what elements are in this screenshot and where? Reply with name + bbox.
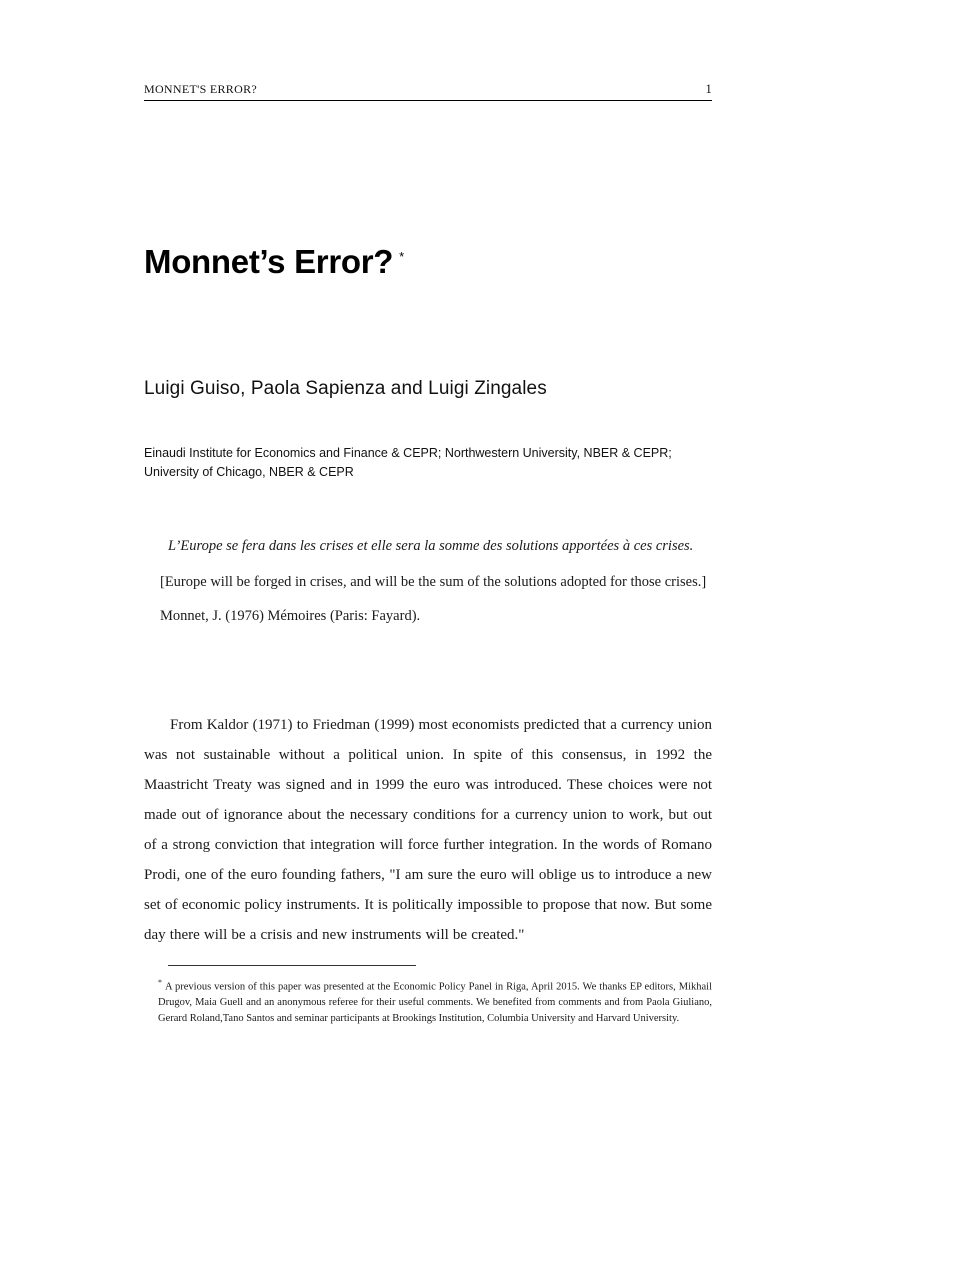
footnote-text: A previous version of this paper was presented at the Economic Policy Panel in Riga, April 2015. We thanks EP editors, Mikhail Drugov, Maia Guell and an anonymous referee for their useful comments. We benefited from comments and from Paola Giuliano, Gerard Roland,Tano Santos and seminar participants at Brookings Institution, Columbia University and Harvard University.	[158, 981, 712, 1024]
epigraph-block	[144, 534, 712, 629]
running-head-title: MONNET'S ERROR?	[144, 82, 257, 96]
page-title	[144, 244, 404, 280]
footnote-divider	[168, 965, 416, 966]
footnote	[158, 977, 712, 1027]
title-footnote-marker: *	[399, 249, 404, 265]
header-divider	[144, 100, 712, 101]
epigraph-translation: [Europe will be forged in crises, and will be the sum of the solutions adopted for those crises.]	[160, 574, 707, 591]
author-list: Luigi Guiso, Paola Sapienza and Luigi Zingales	[144, 378, 547, 399]
page-number: 1	[705, 82, 712, 96]
paper-title-text: Monnet’s Error?	[144, 243, 394, 281]
footnote-marker: *	[158, 978, 162, 987]
epigraph-source: Monnet, J. (1976) Mémoires (Paris: Fayard).	[160, 608, 421, 625]
affiliations: Einaudi Institute for Economics and Finance & CEPR; Northwestern University, NBER & CEPR; University of Chicago, NBER & CEPR	[144, 446, 672, 480]
epigraph-original: L’Europe se fera dans les crises et elle sera la somme des solutions apportées à ces crises.	[168, 538, 694, 554]
running-head	[144, 82, 712, 97]
body-paragraph: From Kaldor (1971) to Friedman (1999) most economists predicted that a currency union was not sustainable without a political union. In spite of this consensus, in 1992 the Maastricht Treaty was signed and in 1999 the euro was introduced. These choices were not made out of ignorance about the necessary conditions for a currency union to work, but out of a strong conviction that integration will force further integration. In the words of Romano Prodi, one of the euro founding fathers, "I am sure the euro will oblige us to introduce a new set of economic policy instruments. It is politically impossible to propose that now. But some day there will be a crisis and new instruments will be created."	[144, 717, 712, 943]
